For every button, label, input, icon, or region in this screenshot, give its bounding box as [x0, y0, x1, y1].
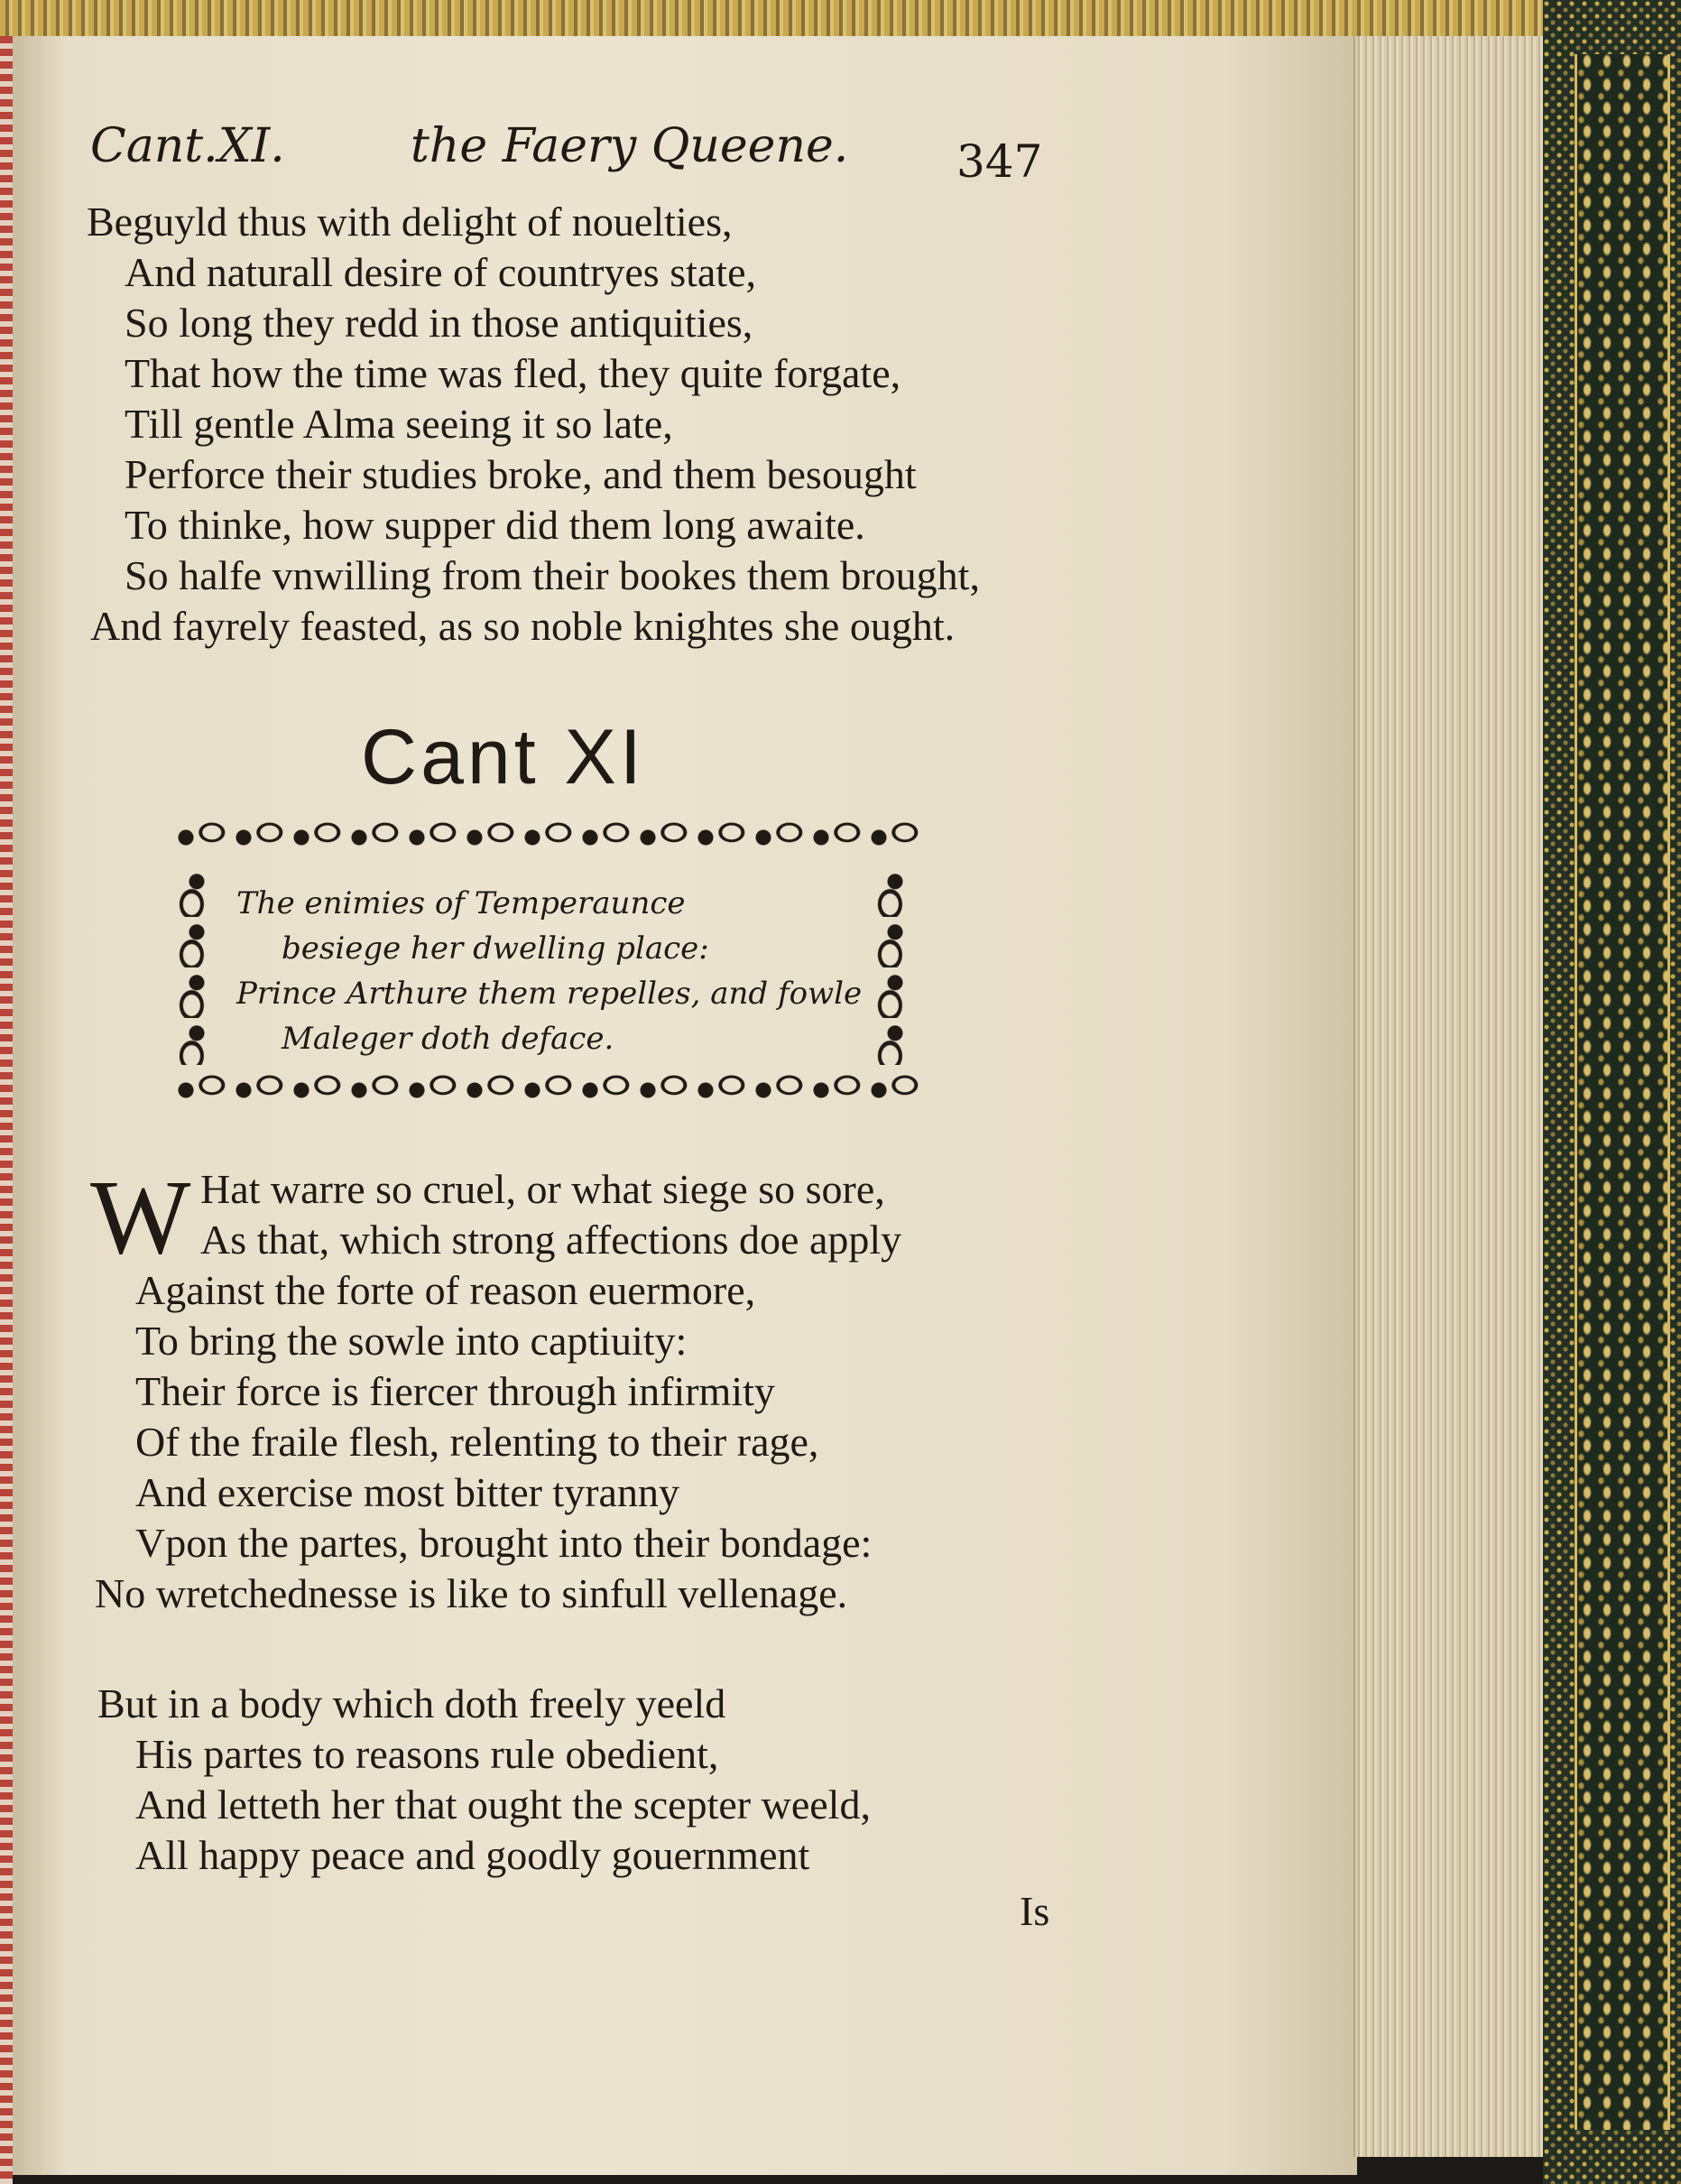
verse-line: But in a body which doth freely yeeld — [97, 1680, 726, 1726]
argument-line: Prince Arthure them repelles, and fowle — [236, 976, 863, 1012]
verse-line: So long they redd in those antiquities, — [125, 300, 753, 346]
verse-line: His partes to reasons rule obedient, — [135, 1731, 719, 1777]
running-header-title: the Faery Queene. — [411, 119, 849, 173]
argument-line: The enimies of Temperaunce — [236, 885, 686, 921]
verse-line: To thinke, how supper did them long awaite. — [125, 502, 865, 548]
ornament-border-right — [870, 866, 920, 1065]
verse-line: Beguyld thus with delight of nouelties, — [87, 199, 733, 245]
left-page-edge — [0, 36, 13, 2184]
catchword: Is — [1020, 1888, 1050, 1934]
drop-capital: W — [90, 1158, 191, 1276]
verse-line: Against the forte of reason euermore, — [135, 1267, 756, 1313]
ornament-border-bottom — [171, 1065, 920, 1115]
verse-line: Their force is fiercer through infirmity — [135, 1368, 775, 1414]
verse-line: That how the time was fled, they quite forgate, — [125, 350, 901, 396]
running-header-left: Cant.XI. — [90, 119, 285, 173]
verse-line: And fayrely feasted, as so noble knightes she ought. — [90, 603, 956, 649]
ornament-border-left — [171, 866, 222, 1065]
verse-line: Vpon the partes, brought into their bondage: — [135, 1520, 873, 1566]
gilt-top-edge — [0, 0, 1681, 36]
page-number: 347 — [956, 135, 1043, 188]
verse-line: Perforce their studies broke, and them besought — [125, 451, 917, 497]
verse-line: Hat warre so cruel, or what siege so sore, — [200, 1166, 885, 1212]
ornament-border-top — [171, 812, 920, 863]
page-fore-edge — [1353, 36, 1549, 2157]
gilt-ornament-panel — [1575, 54, 1670, 2130]
argument-line: Maleger doth deface. — [282, 1021, 614, 1057]
verse-line: So halfe vnwilling from their bookes them brought, — [125, 552, 980, 598]
verse-line: And letteth her that ought the scepter weeld, — [135, 1781, 871, 1828]
canto-title: Cant XI — [361, 714, 645, 800]
verse-line: As that, which strong affections doe apply — [200, 1217, 902, 1263]
verse-line: No wretchednesse is like to sinfull vellenage. — [95, 1570, 848, 1616]
verse-line: And naturall desire of countryes state, — [125, 249, 756, 295]
verse-line: Till gentle Alma seeing it so late, — [125, 401, 673, 447]
verse-line: Of the fraile flesh, relenting to their rage, — [135, 1419, 819, 1465]
verse-line: To bring the sowle into captiuity: — [135, 1318, 688, 1364]
verse-line: All happy peace and goodly gouernment — [135, 1832, 810, 1878]
argument-line: besiege her dwelling place: — [282, 930, 709, 967]
verse-line: And exercise most bitter tyranny — [135, 1469, 679, 1515]
